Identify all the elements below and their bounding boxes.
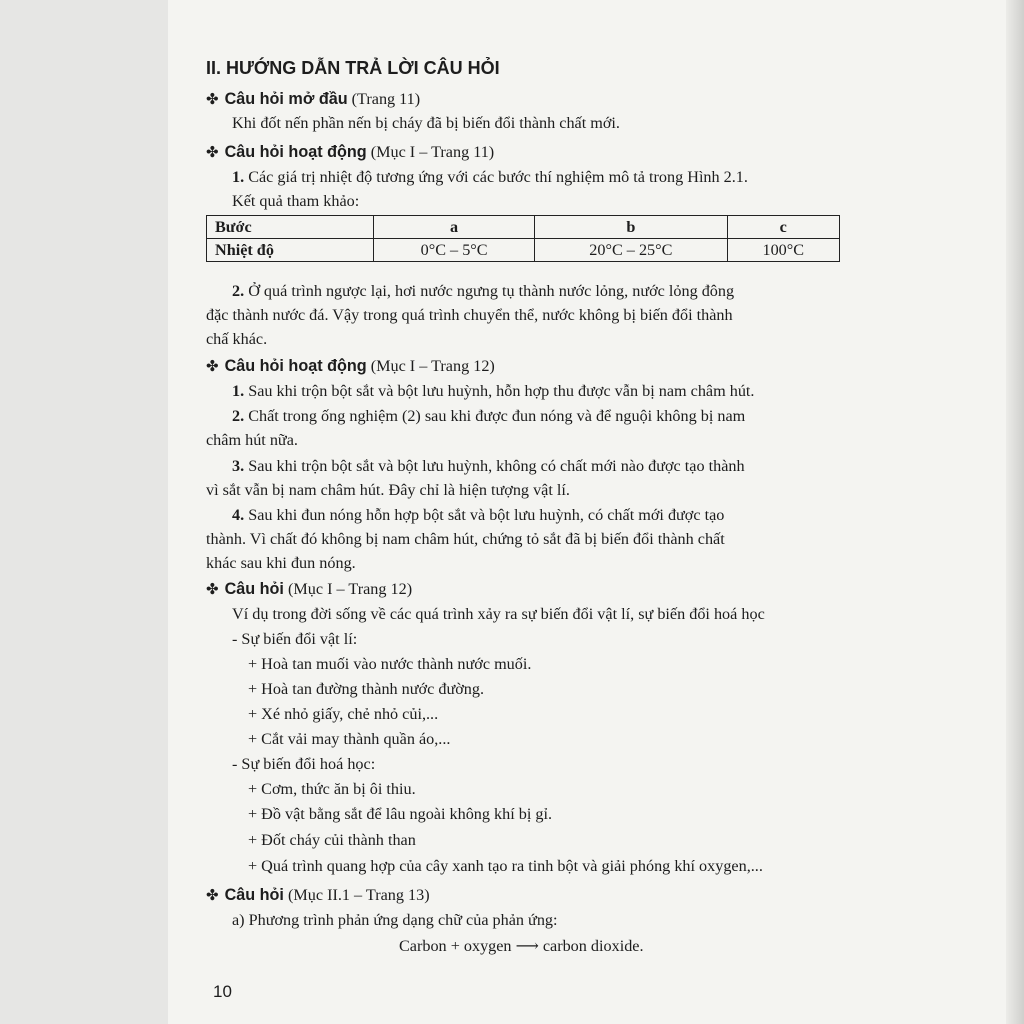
clover-bullet-icon: ✤: [206, 143, 219, 161]
table-header-cell: Bước: [207, 216, 374, 239]
answer-paragraph: [232, 167, 748, 187]
clover-bullet-icon: ✤: [206, 886, 219, 904]
answer-number: 2.: [232, 282, 245, 300]
page-number: 10: [213, 982, 232, 1001]
answer-number: 2.: [232, 407, 245, 425]
list-title: - Sự biến đổi vật lí:: [232, 630, 358, 648]
temperature-table: [206, 215, 840, 262]
answer-number: 4.: [232, 506, 245, 524]
list-item: + Cơm, thức ăn bị ôi thiu.: [248, 780, 416, 798]
question-ref: (Trang 11): [351, 90, 421, 108]
list-item: + Hoà tan đường thành nước đường.: [248, 680, 485, 698]
question-header-examples: [206, 579, 412, 599]
answer-text: Các giá trị nhiệt độ tương ứng với các bước thí nghiệm mô tả trong Hình 2.1.: [244, 168, 748, 186]
table-header-cell: Nhiệt độ: [207, 239, 374, 262]
answer-number: 1.: [232, 382, 245, 400]
page-edge: [1006, 0, 1024, 1024]
question-label: Câu hỏi: [224, 580, 284, 598]
table-cell: 0°C – 5°C: [374, 239, 535, 262]
question-label: Câu hỏi hoạt động: [224, 357, 367, 375]
answer-text: Ở quá trình ngược lại, hơi nước ngưng tụ thành nước lỏng, nước lỏng đông: [244, 282, 735, 300]
question-ref: (Mục II.1 – Trang 13): [287, 886, 430, 904]
table-cell: b: [535, 216, 727, 239]
answer-paragraph: [232, 381, 754, 401]
table-row: [207, 216, 840, 239]
list-item: + Xé nhỏ giấy, chẻ nhỏ củi,...: [248, 705, 439, 723]
question-label: Câu hỏi: [224, 886, 284, 904]
answer-paragraph: [232, 406, 745, 426]
answer-text: châm hút nữa.: [206, 431, 298, 449]
list-item: + Đồ vật bằng sắt để lâu ngoài không khí bị gỉ.: [248, 805, 553, 823]
list-item: + Đốt cháy củi thành than: [248, 831, 416, 849]
answer-text: khác sau khi đun nóng.: [206, 554, 356, 572]
answer-text: Kết quả tham khảo:: [232, 192, 360, 210]
question-ref: (Mục I – Trang 12): [370, 357, 495, 375]
answer-text: Sau khi trộn bột sắt và bột lưu huỳnh, không có chất mới nào được tạo thành: [244, 457, 745, 475]
list-item: + Cắt vải may thành quần áo,...: [248, 730, 451, 748]
table-cell: 20°C – 25°C: [535, 239, 727, 262]
table-cell: a: [374, 216, 535, 239]
clover-bullet-icon: ✤: [206, 357, 219, 375]
answer-text: Chất trong ống nghiệm (2) sau khi được đun nóng và để nguội không bị nam: [244, 407, 746, 425]
answer-text: đặc thành nước đá. Vậy trong quá trình chuyển thể, nước không bị biến đổi thành: [206, 306, 733, 324]
list-item: + Hoà tan muối vào nước thành nước muối.: [248, 655, 532, 673]
table-cell: c: [727, 216, 840, 239]
answer-text: Khi đốt nến phần nến bị cháy đã bị biến đổi thành chất mới.: [232, 114, 620, 132]
question-header-activity-2: [206, 356, 495, 376]
question-label: Câu hỏi mở đầu: [224, 90, 348, 108]
answer-text: Ví dụ trong đời sống về các quá trình xảy ra sự biến đổi vật lí, sự biến đổi hoá học: [232, 605, 765, 623]
answer-text: Sau khi trộn bột sắt và bột lưu huỳnh, hỗn hợp thu được vẫn bị nam châm hút.: [244, 382, 755, 400]
word-equation: Carbon + oxygen ⟶ carbon dioxide.: [399, 937, 644, 955]
question-label: Câu hỏi hoạt động: [224, 143, 367, 161]
answer-paragraph: [232, 505, 724, 525]
section-title: II. HƯỚNG DẪN TRẢ LỜI CÂU HỎI: [206, 58, 500, 78]
answer-text: a) Phương trình phản ứng dạng chữ của phản ứng:: [232, 911, 558, 929]
answer-text: Sau khi đun nóng hỗn hợp bột sắt và bột lưu huỳnh, có chất mới được tạo: [244, 506, 725, 524]
answer-number: 3.: [232, 457, 245, 475]
answer-text: vì sắt vẫn bị nam châm hút. Đây chỉ là hiện tượng vật lí.: [206, 481, 570, 499]
answer-paragraph: [232, 456, 745, 476]
question-header-equation: [206, 885, 430, 905]
question-header-activity-1: [206, 142, 494, 162]
table-cell: 100°C: [727, 239, 840, 262]
question-ref: (Mục I – Trang 12): [287, 580, 413, 598]
question-ref: (Mục I – Trang 11): [370, 143, 495, 161]
list-title: - Sự biến đổi hoá học:: [232, 755, 376, 773]
answer-paragraph: [232, 281, 734, 301]
question-header-opening: [206, 89, 420, 109]
answer-text: chấ khác.: [206, 330, 268, 348]
table-row: [207, 239, 840, 262]
clover-bullet-icon: ✤: [206, 90, 219, 108]
answer-text: thành. Vì chất đó không bị nam châm hút, chứng tỏ sắt đã bị biến đổi thành chất: [206, 530, 725, 548]
answer-number: 1.: [232, 168, 245, 186]
clover-bullet-icon: ✤: [206, 580, 219, 598]
list-item: + Quá trình quang hợp của cây xanh tạo ra tinh bột và giải phóng khí oxygen,...: [248, 857, 763, 875]
